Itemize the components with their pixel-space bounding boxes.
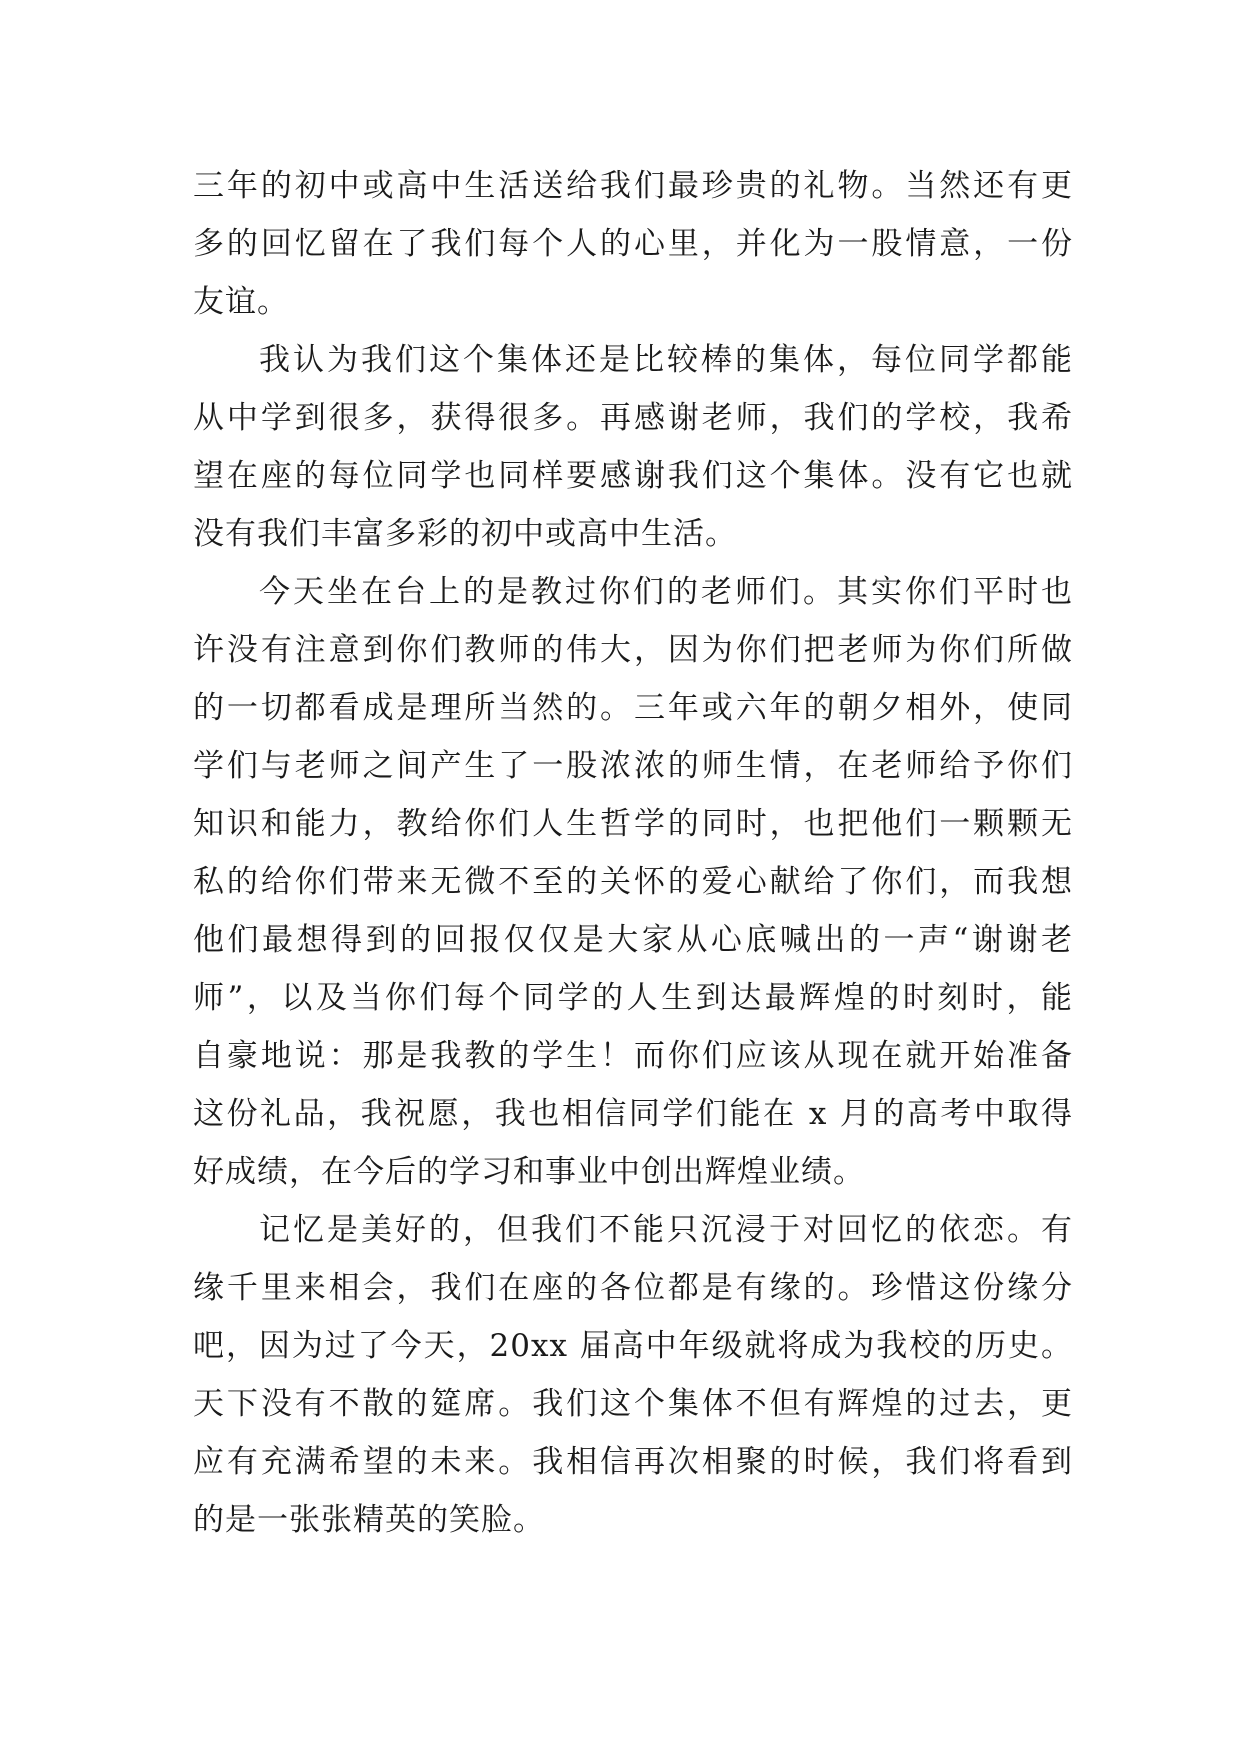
text-line: 记忆是美好的，但我们不能只沉浸于对回忆的依恋。有: [259, 1212, 1073, 1248]
text-line: 缘千里来相会，我们在座的各位都是有缘的。珍惜这份缘分: [193, 1270, 1073, 1306]
text-line: 的一切都看成是理所当然的。三年或六年的朝夕相外，使同: [193, 690, 1073, 726]
text-line: 吧，因为过了今天，20xx 届高中年级就将成为我校的历史。: [193, 1328, 1073, 1364]
text-line: 好成绩，在今后的学习和事业中创出辉煌业绩。: [193, 1154, 865, 1190]
text-line: 师”，以及当你们每个同学的人生到达最辉煌的时刻时，能: [193, 980, 1073, 1016]
text-line: 学们与老师之间产生了一股浓浓的师生情，在老师给予你们: [193, 748, 1073, 784]
text-line: 三年的初中或高中生活送给我们最珍贵的礼物。当然还有更: [193, 168, 1073, 204]
text-line: 没有我们丰富多彩的初中或高中生活。: [193, 516, 737, 552]
text-line: 多的回忆留在了我们每个人的心里，并化为一股情意，一份: [193, 226, 1073, 262]
paragraph-1: [193, 157, 1073, 331]
text-line: 他们最想得到的回报仅仅是大家从心底喊出的一声“谢谢老: [193, 922, 1073, 958]
paragraph-3: [193, 563, 1073, 1201]
paragraph-2: [193, 331, 1073, 563]
text-line: 许没有注意到你们教师的伟大，因为你们把老师为你们所做: [193, 632, 1073, 668]
text-line: 知识和能力，教给你们人生哲学的同时，也把他们一颗颗无: [193, 806, 1073, 842]
text-line: 望在座的每位同学也同样要感谢我们这个集体。没有它也就: [193, 458, 1073, 494]
text-line: 我认为我们这个集体还是比较棒的集体，每位同学都能: [259, 342, 1073, 378]
text-line: 友谊。: [193, 284, 289, 320]
text-line: 自豪地说：那是我教的学生！而你们应该从现在就开始准备: [193, 1038, 1073, 1074]
paragraph-4: [193, 1201, 1073, 1549]
text-line: 应有充满希望的未来。我相信再次相聚的时候，我们将看到: [193, 1444, 1073, 1480]
text-line: 今天坐在台上的是教过你们的老师们。其实你们平时也: [259, 574, 1073, 610]
text-line: 这份礼品，我祝愿，我也相信同学们能在 x 月的高考中取得: [193, 1096, 1073, 1132]
text-line: 天下没有不散的筵席。我们这个集体不但有辉煌的过去，更: [193, 1386, 1073, 1422]
text-line: 私的给你们带来无微不至的关怀的爱心献给了你们，而我想: [193, 864, 1073, 900]
text-line: 的是一张张精英的笑脸。: [193, 1502, 545, 1538]
document-body: [193, 157, 1073, 1549]
text-line: 从中学到很多，获得很多。再感谢老师，我们的学校，我希: [193, 400, 1073, 436]
